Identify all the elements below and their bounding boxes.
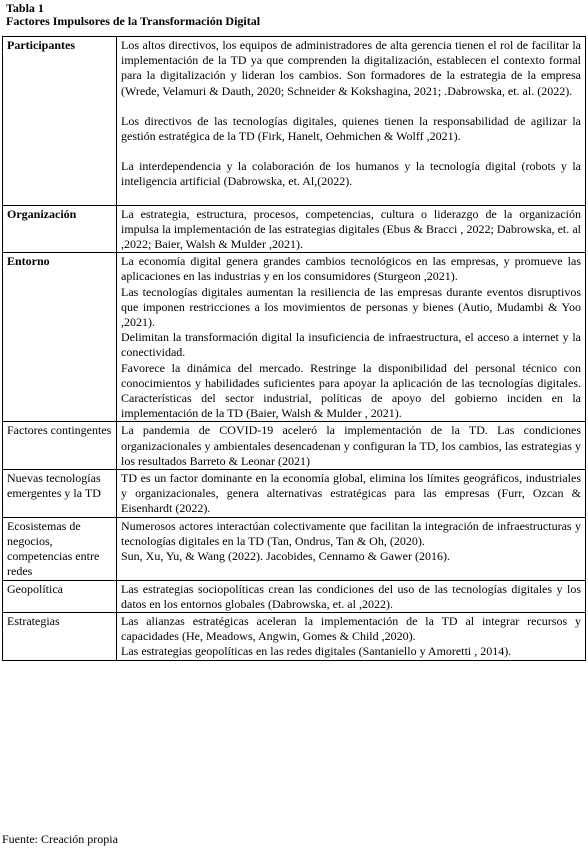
row-paragraph: Sun, Xu, Yu, & Wang (2022). Jacobides, Cennamo & Gawer (2016). [121, 549, 450, 564]
row-label: Entorno [3, 253, 117, 422]
row-content [117, 580, 586, 612]
table-row [3, 470, 586, 518]
row-content [117, 205, 586, 253]
row-content [117, 422, 586, 470]
table-row [3, 612, 586, 660]
row-paragraph: Las alianzas estratégicas aceleran la implementación de la TD al integrar recursos y capacidades (He, Meadows, Angwin, Gomes & Child ,2020). [121, 613, 581, 644]
row-content [117, 517, 586, 580]
table-row [3, 205, 586, 253]
row-content [117, 37, 586, 206]
row-label: Organización [3, 205, 117, 253]
row-paragraph: Las tecnologías digitales aumentan la resiliencia de las empresas durante eventos disruptivos que imponen restricciones a los movimientos de personas y bienes (Autio, Mudambi & Yoo ,2021). [121, 284, 581, 330]
table-row [3, 422, 586, 470]
row-paragraph: La estrategia, estructura, procesos, competencias, cultura o liderazgo de la organización impulsa la implementación de las estrategias digitales (Ebus & Bracci , 2022; Dabrowska, et. al ,2022; Baier, Walsh & Mulder ,2021). [121, 206, 581, 252]
table-title: Factores Impulsores de la Transformación Digital [6, 14, 261, 28]
row-paragraph: Numerosos actores interactúan colectivamente que facilitan la integración de infraestructuras y tecnologías digitales en la TD (Tan, Ondrus, Tan & Oh, (2020). [121, 518, 581, 548]
paragraph-gap [121, 144, 581, 159]
table-row [3, 253, 586, 422]
row-paragraph: Delimitan la transformación digital la insuficiencia de infraestructura, el acceso a internet y la conectividad. [121, 330, 581, 360]
row-content [117, 470, 586, 518]
row-paragraph: Los directivos de las tecnologías digitales, quienes tienen la responsabilidad de agilizar la gestión estratégica de la TD (Firk, Hanelt, Oehmichen & Wolff ,2021). [121, 113, 581, 144]
row-label: Participantes [3, 37, 117, 206]
paragraph-gap [121, 99, 581, 114]
row-label: Factores contingentes [3, 422, 117, 470]
row-label: Estrategias [3, 612, 117, 660]
table-row [3, 580, 586, 612]
table-number: Tabla 1 [6, 1, 44, 15]
row-paragraph: TD es un factor dominante en la economía global, elimina los límites geográficos, industriales y organizacionales, genera alternativas estratégicas para las empresas (Furr, Ozcan & Eisenhardt (2022). [121, 471, 581, 516]
row-paragraph: Favorece la dinámica del mercado. Restringe la disponibilidad del personal técnico con conocimientos y habilidades suficientes para apoyar la aplicación de las tecnologías digitales. Características del sector industrial, políticas de apoyo del gobierno inciden en la implementación de la TD (Baier, Walsh & Mulder , 2021). [121, 360, 581, 421]
row-label: Nuevas tecnologías emergentes y la TD [3, 470, 117, 518]
row-paragraph: Las estrategias sociopolíticas crean las condiciones del uso de las tecnologías digitales y los datos en los entornos globales (Dabrowska, et. al ,2022). [121, 581, 581, 611]
row-content [117, 612, 586, 660]
row-paragraph: La economía digital genera grandes cambios tecnológicos en las empresas, y promueve las aplicaciones en las industrias y en los consumidores (Sturgeon ,2021). [121, 254, 581, 284]
row-label: Ecosistemas de negocios, competencias entre redes [3, 517, 117, 580]
table-row [3, 37, 586, 206]
row-paragraph: La interdependencia y la colaboración de los humanos y la tecnología digital (robots y la inteligencia artificial (Dabrowska, et. Al,(2022). [121, 159, 581, 189]
table-row [3, 517, 586, 580]
drivers-table [2, 36, 586, 661]
row-label: Geopolítica [3, 580, 117, 612]
paragraph-gap [121, 190, 581, 205]
source-note: Fuente: Creación propia [2, 832, 118, 846]
row-content [117, 253, 586, 422]
row-paragraph: Las estrategias geopolíticas en las redes digitales (Santaniello y Amoretti , 2014). [121, 644, 512, 659]
row-paragraph: Los altos directivos, los equipos de administradores de alta gerencia tienen el rol de facilitar la implementación de la TD ya que comprenden la digitalización, establecen el contexto formal para la digitalización y lideran los cambios. Son formadores de la estrategia de la empresa (Wrede, Velamuri & Dauth, 2020; Schneider & Kokshagina, 2021; .Dabrowska, et. al. (2022). [121, 38, 581, 98]
row-paragraph: La pandemia de COVID-19 aceleró la implementación de la TD. Las condiciones organizacionales y ambientales desencadenan y configuran la TD, los cambios, las estrategias y los resultados Barreto & Leonar (2021) [121, 423, 581, 468]
